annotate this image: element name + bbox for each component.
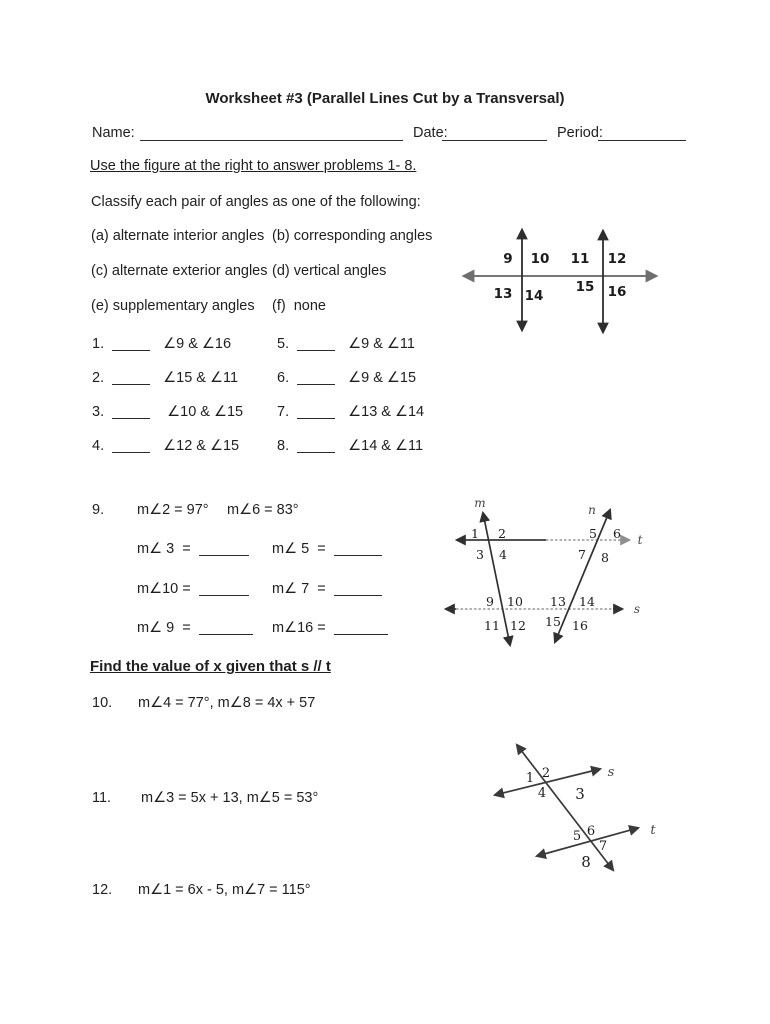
figure-lines-s-t-transversal — [478, 733, 683, 885]
m-angle-9-label: m∠ 9 = — [137, 620, 191, 636]
problem-7-blank — [297, 405, 335, 419]
angle-label-9: 9 — [486, 594, 494, 609]
angle-label-2: 2 — [541, 766, 551, 781]
angle-label-6: 6 — [613, 526, 621, 541]
angle-label-14: 14 — [524, 288, 544, 304]
problem-3-pair: ∠10 & ∠15 — [167, 404, 244, 420]
angle-label-16: 16 — [607, 284, 627, 300]
problem-4-num: 4. — [92, 438, 105, 454]
angle-label-11: 11 — [484, 618, 500, 633]
option-d: (d) vertical angles — [272, 263, 387, 279]
problem-8-blank — [297, 439, 335, 453]
option-a: (a) alternate interior angles — [91, 228, 265, 244]
option-e: (e) supplementary angles — [91, 298, 255, 314]
problem-9-row1-right — [272, 541, 382, 558]
option-c: (c) alternate exterior angles — [91, 263, 268, 279]
problem-6-blank — [297, 371, 335, 385]
m-angle-10-label: m∠10 = — [137, 581, 191, 597]
period-label: Period: — [557, 125, 603, 141]
problem-6 — [277, 370, 416, 387]
angle-label-14: 14 — [579, 594, 595, 609]
angle-label-4: 4 — [537, 786, 547, 801]
problem-7-num: 7. — [277, 404, 290, 420]
find-x-heading: Find the value of x given that s // t — [90, 658, 331, 675]
problem-3-num: 3. — [92, 404, 105, 420]
period-blank — [598, 140, 686, 141]
angle-label-4: 4 — [499, 547, 507, 562]
problem-9-num: 9. — [92, 502, 105, 518]
angle-label-13: 13 — [550, 594, 566, 609]
problem-10-num: 10. — [92, 695, 113, 711]
angle-label-1: 1 — [525, 771, 535, 786]
angle-label-12: 12 — [607, 251, 627, 267]
angle-label-11: 11 — [570, 251, 590, 267]
m-angle-16-label: m∠16 = — [272, 620, 326, 636]
problem-4-pair: ∠12 & ∠15 — [163, 438, 240, 454]
line-t-label: t — [637, 533, 643, 547]
m-angle-9-blank — [199, 621, 253, 635]
line-m-label: m — [474, 496, 486, 510]
angle-label-9: 9 — [503, 251, 513, 267]
angle-label-7: 7 — [598, 839, 608, 854]
problem-7 — [277, 404, 424, 421]
problem-7-pair: ∠13 & ∠14 — [348, 404, 425, 420]
problem-1 — [92, 336, 231, 353]
problem-2 — [92, 370, 238, 387]
angle-label-8: 8 — [601, 550, 609, 565]
problem-3 — [92, 404, 243, 421]
angle-label-5: 5 — [589, 526, 597, 541]
date-blank — [442, 140, 547, 141]
problem-8 — [277, 438, 423, 455]
problem-3-blank — [112, 405, 150, 419]
m-angle-7-blank — [334, 582, 382, 596]
instruction-line: Use the figure at the right to answer problems 1- 8. — [90, 158, 417, 174]
line-s-label: s — [633, 602, 641, 616]
angle-label-3: 3 — [575, 785, 585, 803]
problem-4-blank — [112, 439, 150, 453]
page-title: Worksheet #3 (Parallel Lines Cut by a Transversal) — [205, 90, 565, 107]
figure-angles-9-16 — [455, 218, 667, 340]
angle-label-6: 6 — [586, 824, 596, 839]
problem-12-num: 12. — [92, 882, 113, 898]
problem-1-blank — [112, 337, 150, 351]
angle-label-13: 13 — [493, 286, 513, 302]
problem-9-row1-left — [137, 541, 249, 558]
angle-label-8: 8 — [581, 853, 591, 871]
problem-5-pair: ∠9 & ∠11 — [348, 336, 415, 352]
m-angle-3-label: m∠ 3 = — [137, 541, 191, 557]
problem-2-num: 2. — [92, 370, 105, 386]
problem-5 — [277, 336, 415, 353]
angle-label-12: 12 — [510, 618, 526, 633]
problem-2-blank — [112, 371, 150, 385]
problem-9-row2-right — [272, 581, 382, 598]
angle-label-10: 10 — [530, 251, 550, 267]
angle-label-3: 3 — [476, 547, 484, 562]
m-angle-16-blank — [334, 621, 388, 635]
angle-label-10: 10 — [507, 594, 523, 609]
angle-label-1: 1 — [471, 526, 479, 541]
angle-label-7: 7 — [578, 547, 586, 562]
m-angle-10-blank — [199, 582, 249, 596]
m-angle-5-label: m∠ 5 = — [272, 541, 326, 557]
name-label: Name: — [92, 125, 135, 141]
angle-label-2: 2 — [498, 526, 506, 541]
problem-8-num: 8. — [277, 438, 290, 454]
line-t-label: t — [650, 823, 656, 838]
problem-12-text: m∠1 = 6x - 5, m∠7 = 115° — [138, 882, 311, 898]
figure-lines-m-n-t-s — [443, 495, 658, 660]
problem-1-pair: ∠9 & ∠16 — [163, 336, 232, 352]
name-blank — [140, 140, 403, 141]
m-angle-3-blank — [199, 542, 249, 556]
m-angle-5-blank — [334, 542, 382, 556]
problem-9-given-1: m∠2 = 97° — [137, 502, 209, 518]
m-angle-7-label: m∠ 7 = — [272, 581, 326, 597]
problem-9-row2-left — [137, 581, 249, 598]
problem-5-num: 5. — [277, 336, 290, 352]
problem-6-num: 6. — [277, 370, 290, 386]
option-b: (b) corresponding angles — [272, 228, 433, 244]
problem-2-pair: ∠15 & ∠11 — [163, 370, 239, 386]
problem-11-num: 11. — [92, 790, 112, 806]
problem-1-num: 1. — [92, 336, 105, 352]
problem-4 — [92, 438, 239, 455]
classify-prompt: Classify each pair of angles as one of the following: — [91, 194, 421, 210]
date-label: Date: — [413, 125, 448, 141]
angle-label-15: 15 — [545, 614, 561, 629]
angle-label-16: 16 — [572, 618, 588, 633]
problem-11-text: m∠3 = 5x + 13, m∠5 = 53° — [141, 790, 319, 806]
option-f: (f) none — [272, 298, 326, 314]
angle-label-15: 15 — [575, 279, 595, 295]
problem-9-row3-right — [272, 620, 388, 637]
problem-9-given-2: m∠6 = 83° — [227, 502, 299, 518]
problem-9-row3-left — [137, 620, 253, 637]
problem-6-pair: ∠9 & ∠15 — [348, 370, 417, 386]
problem-10-text: m∠4 = 77°, m∠8 = 4x + 57 — [138, 695, 316, 711]
angle-label-5: 5 — [572, 829, 582, 844]
problem-8-pair: ∠14 & ∠11 — [348, 438, 424, 454]
line-n-label: n — [588, 503, 596, 517]
line-s-label: s — [607, 765, 615, 780]
problem-5-blank — [297, 337, 335, 351]
